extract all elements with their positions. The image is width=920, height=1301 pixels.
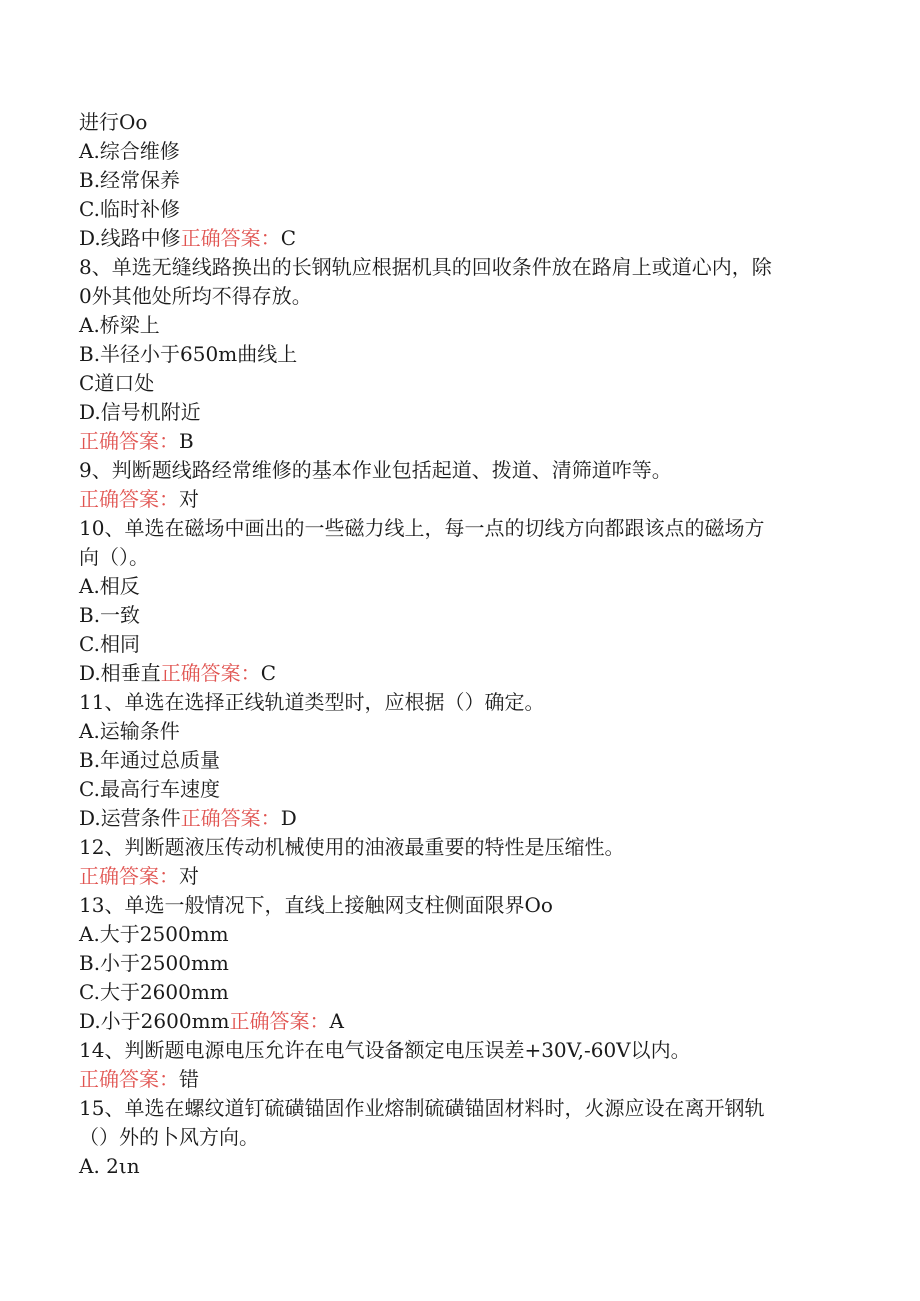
option-text: A.大于2500mm	[79, 922, 229, 946]
option-b	[79, 340, 839, 369]
question-9	[79, 456, 839, 485]
option-d	[79, 398, 839, 427]
option-text: D.运营条件	[79, 806, 181, 830]
answer-label: 正确答案：	[180, 806, 281, 830]
question-text: 0外其他处所均不得存放。	[79, 284, 312, 308]
option-text: D.小于2600mm	[79, 1009, 230, 1033]
answer-label: 正确答案：	[79, 487, 179, 511]
answer-line	[79, 485, 839, 514]
answer-value: A	[329, 1009, 344, 1033]
option-text: B.小于2500mm	[79, 951, 229, 975]
option-b	[79, 746, 839, 775]
option-text: D.线路中修	[79, 226, 181, 250]
answer-value: B	[179, 429, 194, 453]
option-a	[79, 920, 839, 949]
option-a	[79, 311, 839, 340]
option-d	[79, 804, 839, 833]
answer-value: D	[280, 806, 297, 830]
text-line	[79, 108, 839, 137]
question-14	[79, 1036, 839, 1065]
question-8-cont	[79, 282, 839, 311]
question-11	[79, 688, 839, 717]
question-15-cont	[79, 1123, 839, 1152]
option-a	[79, 717, 839, 746]
option-d	[79, 1007, 839, 1036]
option-text: C.大于2600mm	[79, 980, 229, 1004]
option-d	[79, 659, 839, 688]
question-text: 12、判断题液压传动机械使用的油液最重要的特性是压缩性。	[79, 835, 625, 859]
answer-label: 正确答案：	[160, 661, 261, 685]
option-a	[79, 1152, 839, 1181]
answer-label: 正确答案：	[79, 1067, 179, 1091]
question-12	[79, 833, 839, 862]
answer-value: 对	[179, 864, 199, 888]
option-a	[79, 137, 839, 166]
option-text: B.经常保养	[79, 168, 181, 192]
answer-label: 正确答案：	[229, 1009, 330, 1033]
option-text: C.相同	[79, 632, 140, 656]
option-b	[79, 949, 839, 978]
answer-value: C	[260, 661, 276, 685]
answer-line	[79, 427, 839, 456]
option-text: A. 2ιn	[79, 1154, 140, 1178]
option-text: C.最高行车速度	[79, 777, 220, 801]
answer-label: 正确答案：	[79, 429, 179, 453]
question-text: 15、单选在螺纹道钉硫磺锚固作业熔制硫磺锚固材料时，火源应设在离开钢轨	[79, 1096, 765, 1120]
answer-value: C	[280, 226, 296, 250]
option-text: C.临时补修	[79, 197, 180, 221]
option-text: A.综合维修	[79, 139, 180, 163]
question-15	[79, 1094, 839, 1123]
option-d	[79, 224, 839, 253]
question-text: （）外的卜风方向。	[79, 1125, 259, 1149]
question-text: 8、单选无缝线路换出的长钢轨应根据机具的回收条件放在路肩上或道心内，除	[79, 255, 772, 279]
question-text: 进行Oo	[79, 110, 148, 134]
option-c	[79, 978, 839, 1007]
option-b	[79, 166, 839, 195]
option-c	[79, 369, 839, 398]
option-text: D.相垂直	[79, 661, 161, 685]
option-text: C道口处	[79, 371, 155, 395]
question-10	[79, 514, 839, 543]
answer-label: 正确答案：	[180, 226, 281, 250]
answer-label: 正确答案：	[79, 864, 179, 888]
question-text: 向（）。	[79, 545, 149, 569]
question-text: 9、判断题线路经常维修的基本作业包括起道、拨道、清筛道咋等。	[79, 458, 672, 482]
option-c	[79, 195, 839, 224]
question-text: 13、单选一般情况下，直线上接触网支柱侧面限界Oo	[79, 893, 553, 917]
option-b	[79, 601, 839, 630]
option-text: B.一致	[79, 603, 141, 627]
question-text: 11、单选在选择正线轨道类型时，应根据（）确定。	[79, 690, 545, 714]
answer-line	[79, 1065, 839, 1094]
answer-value: 对	[179, 487, 199, 511]
question-10-cont	[79, 543, 839, 572]
question-text: 14、判断题电源电压允许在电气设备额定电压误差+30V,-60V以内。	[79, 1038, 691, 1062]
option-a	[79, 572, 839, 601]
option-c	[79, 775, 839, 804]
answer-line	[79, 862, 839, 891]
option-text: A.桥梁上	[79, 313, 160, 337]
answer-value: 错	[179, 1067, 199, 1091]
option-text: D.信号机附近	[79, 400, 201, 424]
option-c	[79, 630, 839, 659]
question-8	[79, 253, 839, 282]
question-text: 10、单选在磁场中画出的一些磁力线上，每一点的切线方向都跟该点的磁场方	[79, 516, 765, 540]
option-text: B.年通过总质量	[79, 748, 221, 772]
option-text: A.相反	[79, 574, 140, 598]
option-text: B.半径小于650m曲线上	[79, 342, 298, 366]
option-text: A.运输条件	[79, 719, 180, 743]
question-13	[79, 891, 839, 920]
document-page	[79, 108, 839, 1181]
